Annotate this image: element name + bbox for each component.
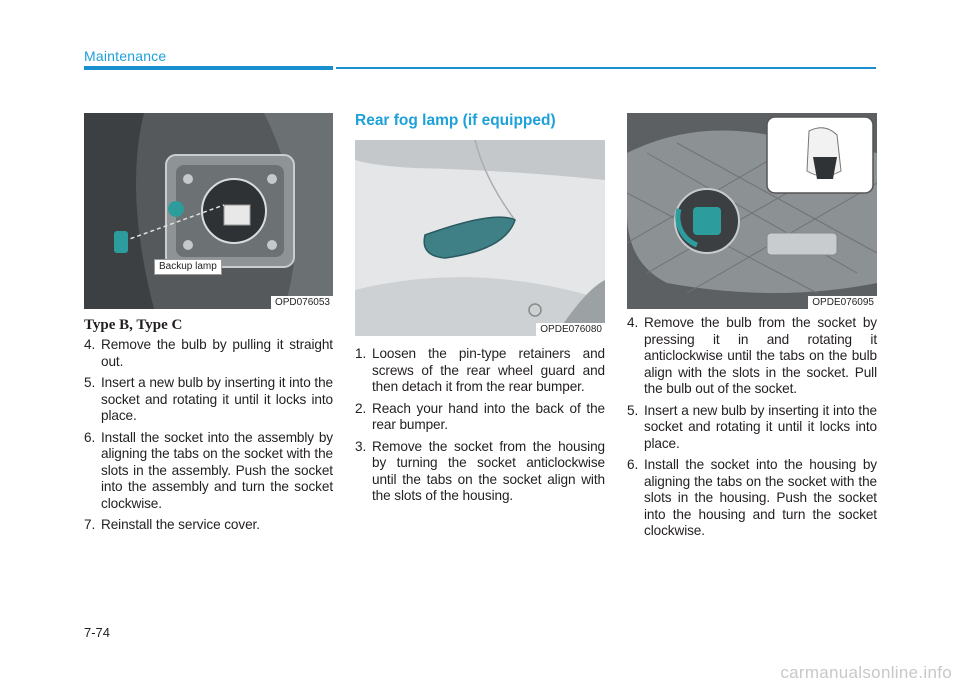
fog-lamp-socket-illustration <box>627 113 877 309</box>
right-column <box>627 315 877 545</box>
figure-code: OPDE076080 <box>536 323 605 336</box>
list-item <box>355 346 605 396</box>
figure-code: OPD076053 <box>271 296 333 309</box>
rear-bumper-illustration <box>355 140 605 336</box>
list-item <box>84 337 333 370</box>
step-text: Remove the bulb by pulling it straight out. <box>101 337 333 369</box>
list-item <box>84 430 333 513</box>
left-column <box>84 337 333 539</box>
list-item <box>627 457 877 540</box>
header-rule-accent <box>84 66 333 70</box>
list-item <box>627 315 877 398</box>
step-text: Reach your hand into the back of the rear bumper. <box>372 400 605 432</box>
step-number: 4. <box>84 337 96 352</box>
backup-lamp-illustration <box>84 113 333 309</box>
step-text: Insert a new bulb by inserting it into the socket and rotating it until it locks into place. <box>644 402 877 451</box>
section-heading: Rear fog lamp (if equipped) <box>355 112 556 129</box>
step-number: 5. <box>627 402 639 418</box>
step-number: 1. <box>355 346 367 361</box>
step-number: 6. <box>627 457 639 472</box>
watermark: carmanualsonline.info <box>780 663 952 682</box>
middle-column <box>355 346 605 510</box>
step-number: 7. <box>84 517 96 532</box>
step-text: Loosen the pin-type retainers and screws of the rear wheel guard and then detach it from the rear bumper. <box>372 346 605 394</box>
page-number: 7-74 <box>84 625 111 640</box>
step-text: Remove the socket from the housing by turning the socket anticlockwise until the tabs on the socket align with the slots of the housing. <box>372 438 605 503</box>
figure-backup-lamp <box>84 113 333 309</box>
section-title: Maintenance <box>84 48 167 64</box>
header-rule <box>336 67 876 69</box>
step-text: Install the socket into the housing by aligning the tabs on the socket with the slots in the housing. Push the socket into the housing and turn the socket clockwise. <box>644 457 877 538</box>
list-item <box>84 375 333 425</box>
step-text: Remove the bulb from the socket by pressing it in and rotating it anticlockwise until the tabs on the bulb align with the slots in the socket. Pull the bulb out of the socket. <box>644 315 877 396</box>
step-number: 6. <box>84 429 96 445</box>
step-text: Reinstall the service cover. <box>101 517 260 532</box>
list-item <box>84 517 333 534</box>
list-item <box>355 401 605 434</box>
step-text: Install the socket into the assembly by aligning the tabs on the socket with the slots in the assembly. Push the socket into the assembly and turn the socket clockwise. <box>101 429 333 511</box>
step-number: 5. <box>84 375 96 390</box>
figure-code: OPDE076095 <box>808 296 877 309</box>
callout-label: Backup lamp <box>154 259 222 275</box>
figure-fog-lamp-socket <box>627 113 877 309</box>
list-item <box>355 439 605 505</box>
step-number: 2. <box>355 400 367 416</box>
step-number: 3. <box>355 438 367 454</box>
step-text: Insert a new bulb by inserting it into the socket and rotating it until it locks into place. <box>101 375 333 423</box>
figure-rear-fog-lamp <box>355 140 605 336</box>
step-number: 4. <box>627 315 639 330</box>
subheading: Type B, Type C <box>84 317 183 333</box>
list-item <box>627 403 877 453</box>
